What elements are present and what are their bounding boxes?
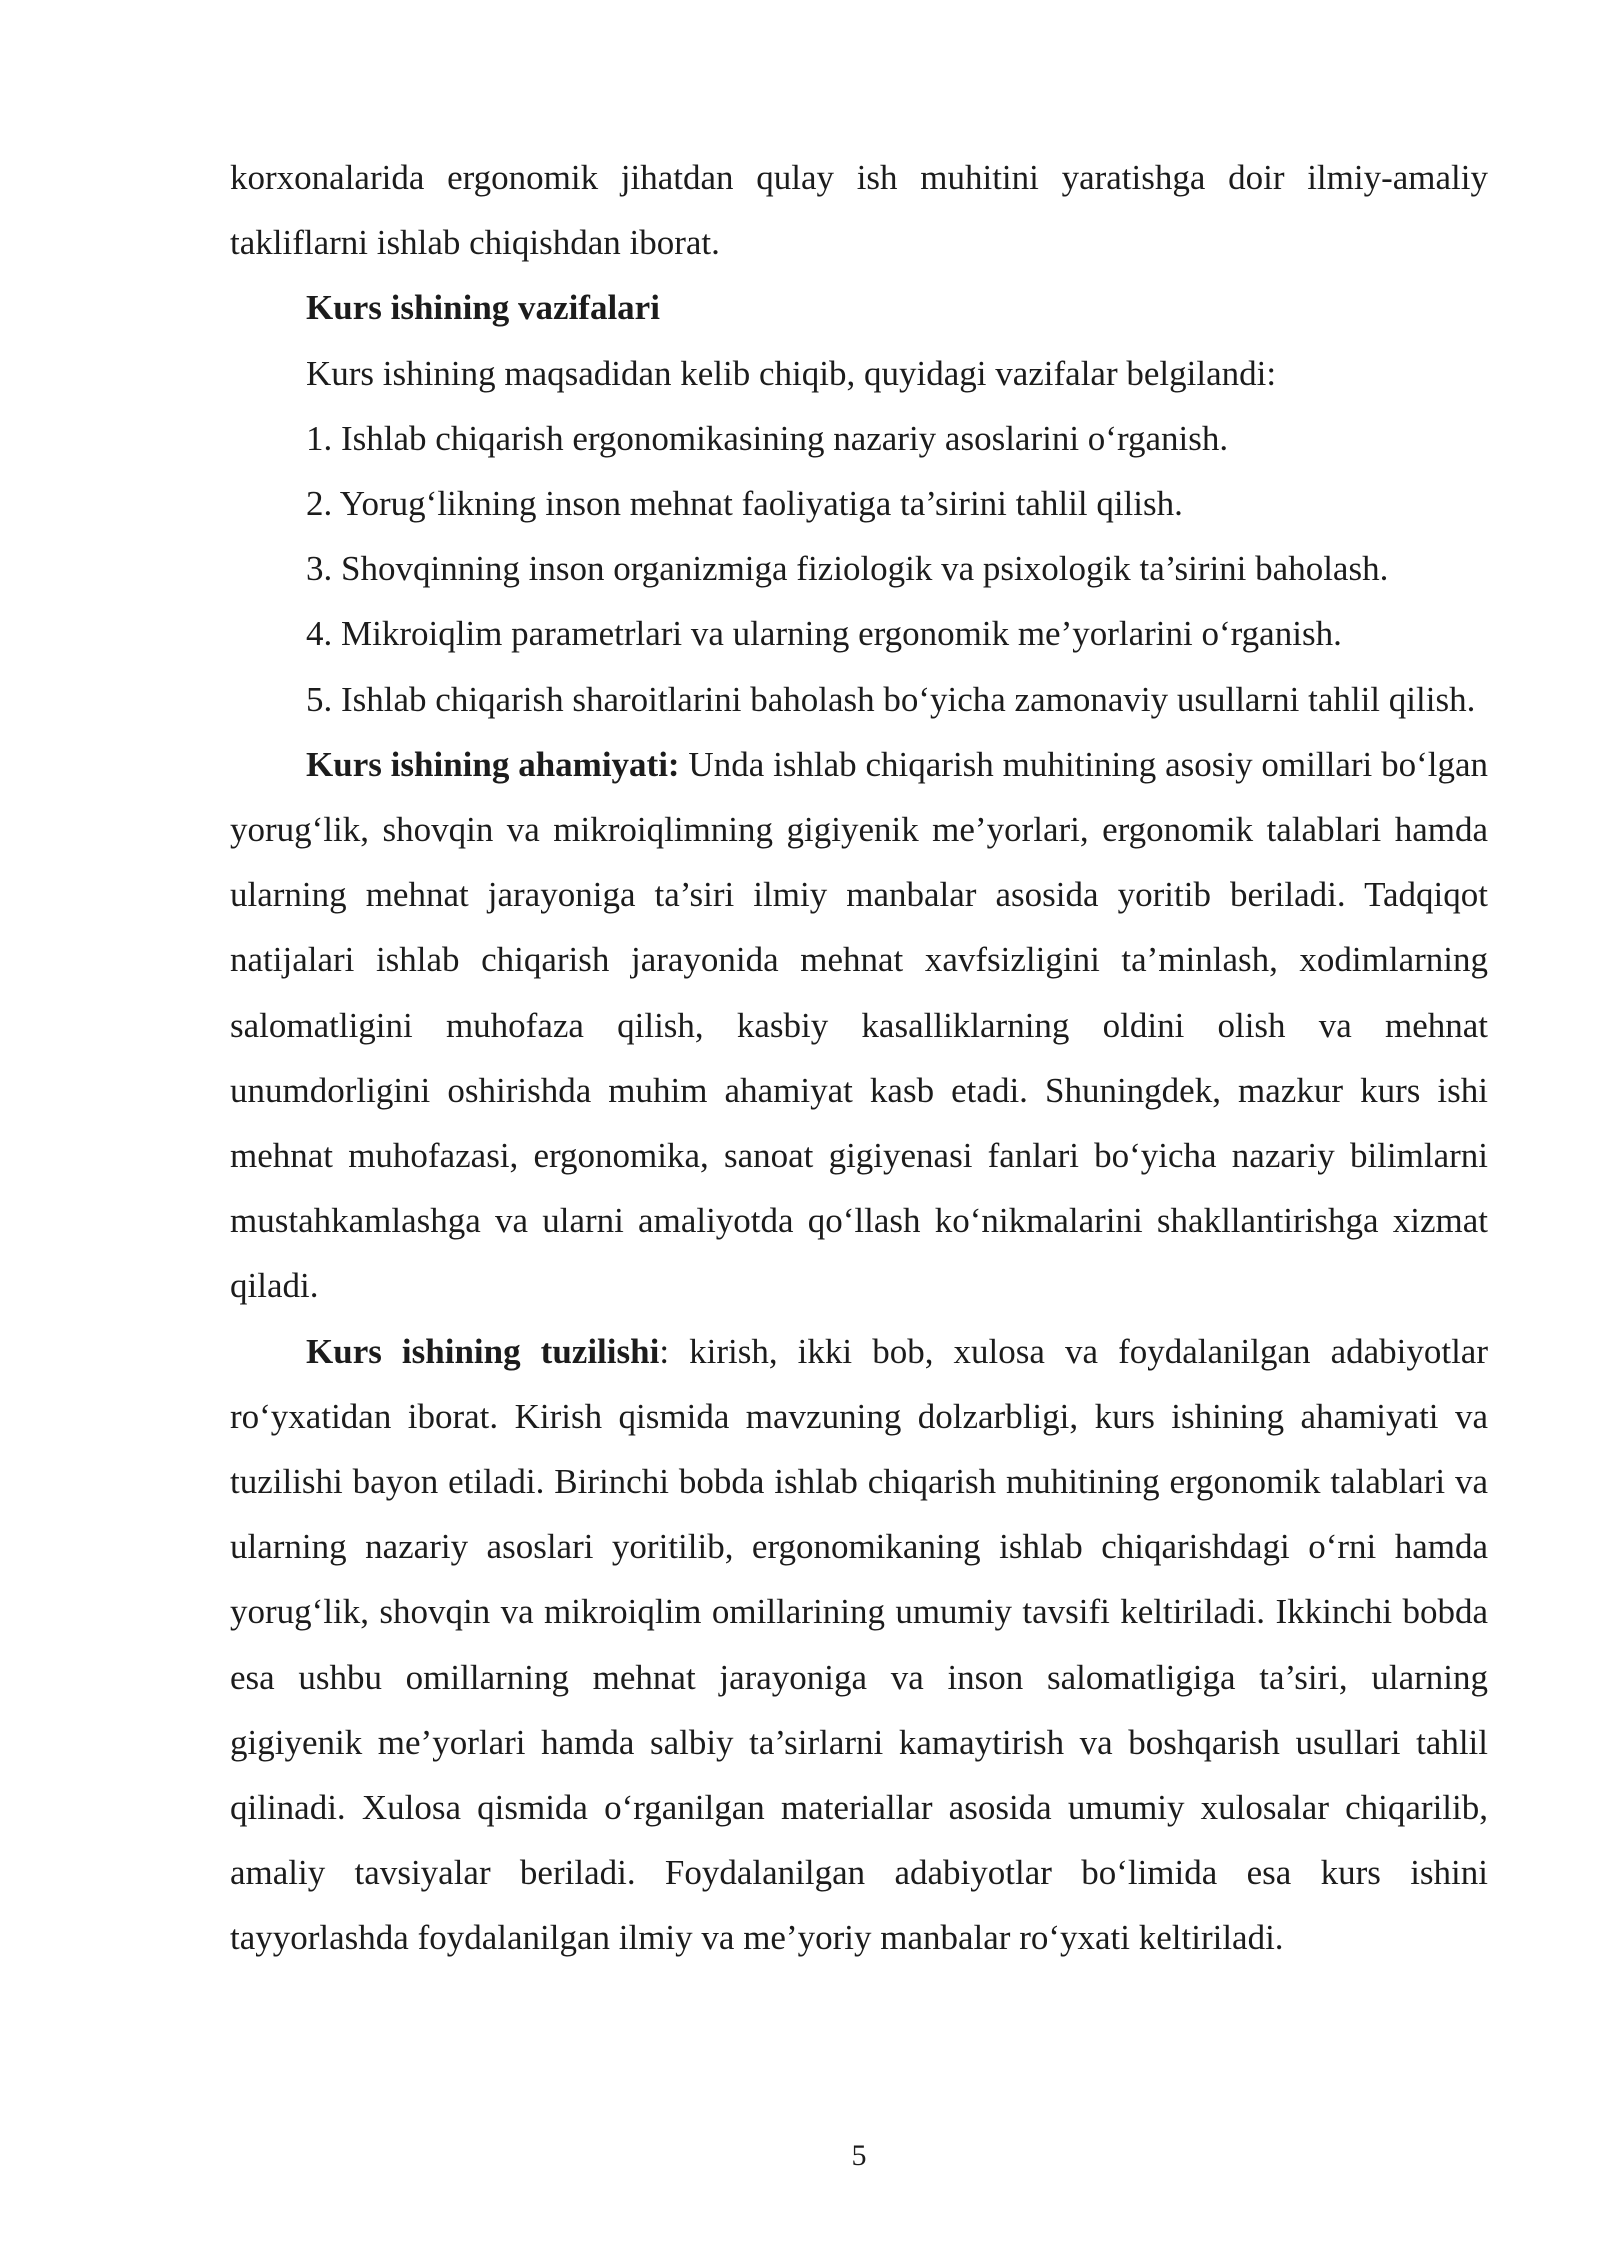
task-item-2: 2. Yorug‘likning inson mehnat faoliyatiga ta’sirini tahlil qilish. bbox=[306, 484, 1183, 524]
structure-label: Kurs ishining tuzilishi bbox=[306, 1331, 660, 1371]
importance-text: Unda ishlab chiqarish muhitining asosiy omillari bo‘lgan yorug‘lik, shovqin va mikroiqlimning gigiyenik me’yorlari, ergonomik talablari hamda ularning mehnat jarayoniga ta’siri ilmiy manbalar asosida yoritib beriladi. Tadqiqot natijalari ishlab chiqarish jarayonida mehnat xavfsizligini ta’minlash, xodimlarning salomatligini muhofaza qilish, kasbiy kasalliklarning oldini olish va mehnat unumdorligini oshirishda muhim ahamiyat kasb etadi. Shuningdek, mazkur kurs ishi mehnat muhofazasi, ergonomika, sanoat gigiyenasi fanlari bo‘yicha nazariy bilimlarni mustahkamlashga va ularni amaliyotda qo‘llash ko‘nikmalarini shakllantirishga xizmat qiladi. bbox=[230, 744, 1488, 1306]
importance-label: Kurs ishining ahamiyati: bbox=[306, 744, 680, 784]
importance-paragraph bbox=[230, 732, 1488, 1319]
task-item-5: 5. Ishlab chiqarish sharoitlarini baholash bo‘yicha zamonaviy usullarni tahlil qilish. bbox=[306, 679, 1476, 719]
task-item-4: 4. Mikroiqlim parametrlari va ularning ergonomik me’yorlarini o‘rganish. bbox=[306, 614, 1342, 654]
structure-paragraph bbox=[230, 1319, 1488, 1971]
intro-continuation-paragraph: korxonalarida ergonomik jihatdan qulay ish muhitini yaratishga doir ilmiy-amaliy takliflarni ishlab chiqishdan iborat. bbox=[230, 158, 1488, 263]
tasks-heading: Kurs ishining vazifalari bbox=[306, 288, 660, 328]
page-number: 5 bbox=[851, 2139, 867, 2172]
task-item-1: 1. Ishlab chiqarish ergonomikasining nazariy asoslarini o‘rganish. bbox=[306, 418, 1229, 458]
task-item-3: 3. Shovqinning inson organizmiga fiziologik va psixologik ta’sirini baholash. bbox=[306, 549, 1389, 589]
structure-text: : kirish, ikki bob, xulosa va foydalanilgan adabiyotlar ro‘yxatidan iborat. Kirish qismida mavzuning dolzarbligi, kurs ishining ahamiyati va tuzilishi bayon etiladi. Birinchi bobda ishlab chiqarish muhitining ergonomik talablari va ularning nazariy asoslari yoritilib, ergonomikaning ishlab chiqarishdagi o‘rni hamda yorug‘lik, shovqin va mikroiqlim omillarining umumiy tavsifi keltiriladi. Ikkinchi bobda esa ushbu omillarning mehnat jarayoniga va inson salomatligiga ta’siri, ularning gigiyenik me’yorlari hamda salbiy ta’sirlarni kamaytirish va boshqarish usullari tahlil qilinadi. Xulosa qismida o‘rganilgan materiallar asosida umumiy xulosalar chiqarilib, amaliy tavsiyalar beriladi. Foydalanilgan adabiyotlar bo‘limida esa kurs ishini tayyorlashda foydalanilgan ilmiy va me’yoriy manbalar ro‘yxati keltiriladi. bbox=[230, 1331, 1489, 1958]
body-text bbox=[230, 145, 1488, 1971]
tasks-intro-paragraph: Kurs ishining maqsadidan kelib chiqib, quyidagi vazifalar belgilandi: bbox=[306, 353, 1277, 393]
